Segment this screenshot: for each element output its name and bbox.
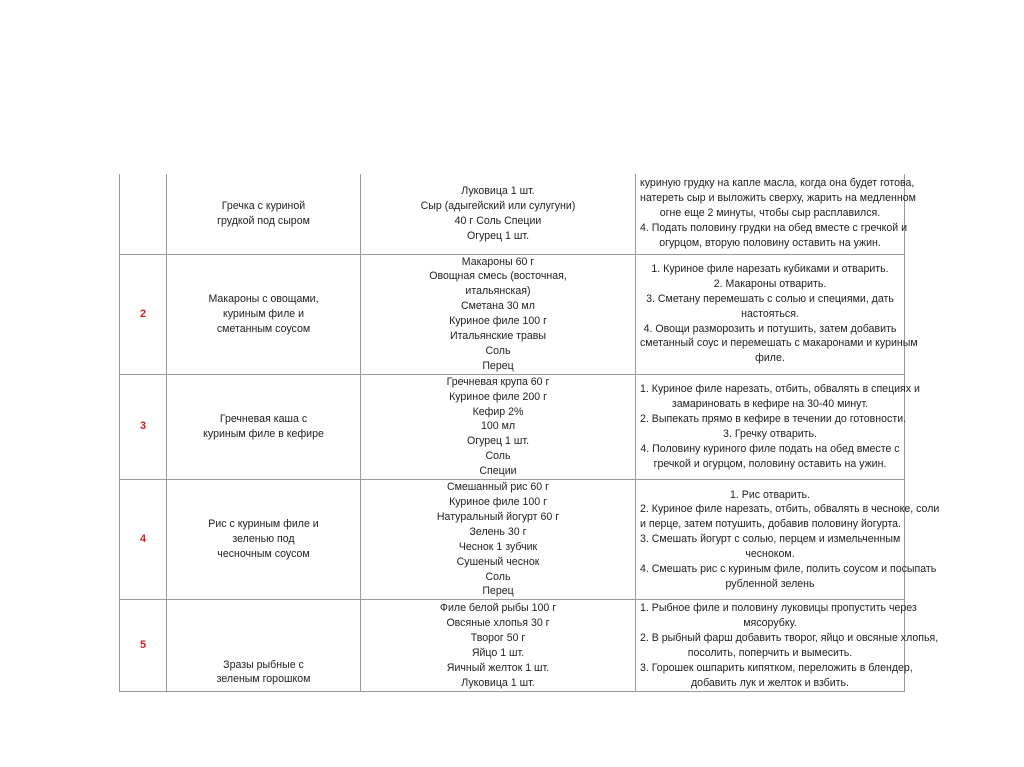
ingredients-cell (361, 600, 636, 692)
ingredients-cell-line: Яйцо 1 шт. (471, 646, 525, 659)
steps-cell-line: натереть сыр и выложить сверху, жарить на медленном (640, 192, 916, 205)
steps-cell-line: 3. Горошек ошпарить кипятком, переложить в блендер, (640, 661, 913, 674)
steps-cell-line: 3. Гречку отварить. (723, 427, 817, 440)
ingredients-cell-line: Зелень 30 г (469, 525, 527, 538)
ingredients-cell (361, 174, 636, 254)
steps-cell-line: посолить, поперчить и вымесить. (687, 646, 853, 659)
ingredients-cell-line: Яичный желток 1 шт. (446, 661, 550, 674)
ingredients-cell-line: Перец (482, 359, 514, 372)
steps-cell-line: 2. Куриное филе нарезать, отбить, обвалять в чесноке, соли (640, 503, 940, 516)
steps-cell-line: огне еще 2 минуты, чтобы сыр расплавился. (659, 207, 881, 220)
steps-cell-line: и перце, затем потушить, добавив половину йогурта. (640, 518, 902, 531)
ingredients-cell-line: Куриное филе 100 г (449, 496, 547, 508)
steps-cell-line: чесноком. (745, 548, 795, 561)
steps-cell-line: 4. Овощи разморозить и потушить, затем добавить (643, 322, 897, 335)
recipe-table-body (120, 174, 940, 692)
ingredients-cell-line: Гречневая крупа 60 г (446, 375, 550, 388)
recipe-name-line: куриным филе в кефире (203, 427, 324, 440)
steps-cell (636, 174, 916, 254)
steps-cell-line: добавить лук и желток и взбить. (691, 676, 849, 689)
recipe-name-line: Зразы рыбные с (223, 658, 304, 671)
recipe-name-line: Гречка с куриной (221, 199, 306, 212)
steps-cell-line: замариновать в кефире на 30-40 минут. (671, 398, 869, 411)
steps-cell-line: 1. Куриное филе нарезать, отбить, обвалять в специях и (640, 383, 920, 396)
steps-cell-line: 3. Сметану перемешать с солью и специями, дать (646, 292, 894, 305)
ingredients-cell-line: Куриное филе 100 г (449, 315, 547, 328)
recipe-number: 3 (120, 374, 167, 479)
recipe-name-line: Рис с куриным филе и (208, 518, 319, 531)
ingredients-cell-line: Сушеный чеснок (456, 555, 540, 568)
steps-cell-line: настояться. (741, 307, 799, 320)
steps-cell-line: 2. Выпекать прямо в кефире в течении до готовности. (640, 413, 907, 426)
recipe-number (120, 174, 167, 254)
ingredients-cell-line: Чеснок 1 зубчик (458, 540, 538, 553)
ingredients-cell-line: Овсяные хлопья 30 г (446, 617, 550, 630)
steps-cell (636, 600, 939, 692)
recipe-number: 2 (120, 254, 167, 374)
ingredients-cell-line: Соль (485, 344, 511, 357)
ingredients-cell-line: Филе белой рыбы 100 г (439, 602, 557, 615)
recipe-name (167, 480, 361, 600)
ingredients-cell-line: Огурец 1 шт. (466, 435, 530, 448)
recipe-name-line: зеленью под (232, 533, 295, 546)
ingredients-cell-line: Соль (485, 450, 511, 463)
table-row (120, 600, 905, 692)
ingredients-cell-line: Сметана 30 мл (461, 300, 535, 313)
steps-cell-line: мясорубку. (743, 617, 797, 630)
table-row (120, 174, 905, 254)
ingredients-cell-line: Сыр (адыгейский или сулугуни) (420, 199, 576, 212)
ingredients-cell (361, 254, 636, 374)
recipe-number: 5 (120, 600, 167, 692)
steps-cell-line: 1. Куриное филе нарезать кубиками и отварить. (651, 262, 889, 275)
ingredients-cell-line: 100 мл (480, 420, 516, 433)
steps-cell-line: куриную грудку на капле масла, когда она будет готова, (640, 177, 915, 190)
ingredients-cell-line: Смешанный рис 60 г (446, 481, 550, 494)
table-row (120, 480, 905, 600)
steps-cell-line: филе. (755, 352, 785, 365)
ingredients-cell-line: Натуральный йогурт 60 г (436, 510, 560, 523)
recipe-name-line: грудкой под сыром (217, 214, 310, 227)
ingredients-cell-line: Специи (479, 465, 517, 478)
ingredients-cell-line: Луковица 1 шт. (461, 676, 535, 689)
steps-cell-line: 1. Рыбное филе и половину луковицы пропустить через (640, 602, 917, 615)
ingredients-cell-line: Огурец 1 шт. (466, 229, 530, 242)
recipe-name-line: Макароны с овощами, (208, 292, 319, 305)
recipe-name-line: чесночным соусом (217, 548, 310, 561)
steps-cell-line: рубленной зелень (725, 577, 815, 590)
steps-cell-line: 2. В рыбный фарш добавить творог, яйцо и овсяные хлопья, (640, 631, 939, 644)
ingredients-cell-line: Соль (485, 570, 511, 583)
ingredients-cell-line: Перец (482, 585, 514, 598)
recipe-table (119, 174, 940, 692)
steps-cell-line: гречкой и огурцом, половину оставить на ужин. (653, 457, 887, 470)
steps-cell (636, 374, 920, 479)
ingredients-cell (361, 480, 636, 600)
ingredients-cell-line: Макароны 60 г (461, 255, 535, 268)
recipe-name (167, 254, 361, 374)
recipe-name-line: сметанным соусом (216, 322, 311, 335)
recipe-name-line: куриным филе и (223, 307, 304, 320)
ingredients-cell-line: итальянская) (465, 285, 531, 298)
ingredients-cell-line: Куриное филе 200 г (449, 390, 547, 403)
recipe-name-line: зеленым горошком (216, 673, 311, 686)
ingredients-cell-line: Овощная смесь (восточная, (429, 270, 567, 283)
steps-cell (636, 254, 918, 374)
recipe-number: 4 (120, 480, 167, 600)
steps-cell-line: сметанный соус и перемешать с макаронами и куриным (640, 337, 918, 350)
ingredients-cell-line: Итальянские травы (449, 330, 547, 343)
ingredients-cell (361, 374, 636, 479)
ingredients-cell-line: Кефир 2% (472, 405, 524, 418)
ingredients-cell-line: Творог 50 г (470, 631, 526, 644)
steps-cell-line: 4. Подать половину грудки на обед вместе с гречкой и (640, 222, 908, 235)
steps-cell-line: 3. Смешать йогурт с солью, перцем и измельченным (640, 533, 901, 546)
recipe-name (167, 174, 361, 254)
steps-cell-line: 4. Смешать рис с куриным филе, полить соусом и посыпать (640, 563, 937, 576)
steps-cell (636, 480, 940, 600)
table-row (120, 374, 905, 479)
recipe-name-line: Гречневая каша с (219, 413, 308, 426)
ingredients-cell-line: 40 г Соль Специи (454, 214, 542, 227)
recipe-name (167, 600, 361, 692)
steps-cell-line: 1. Рис отварить. (729, 488, 811, 501)
steps-cell-line: 4. Половину куриного филе подать на обед вместе с (640, 442, 900, 455)
ingredients-cell-line: Луковица 1 шт. (461, 184, 535, 197)
steps-cell-line: огурцом, вторую половину оставить на ужин. (659, 237, 881, 250)
recipe-name (167, 374, 361, 479)
steps-cell-line: 2. Макароны отварить. (713, 277, 827, 290)
table-row (120, 254, 905, 374)
